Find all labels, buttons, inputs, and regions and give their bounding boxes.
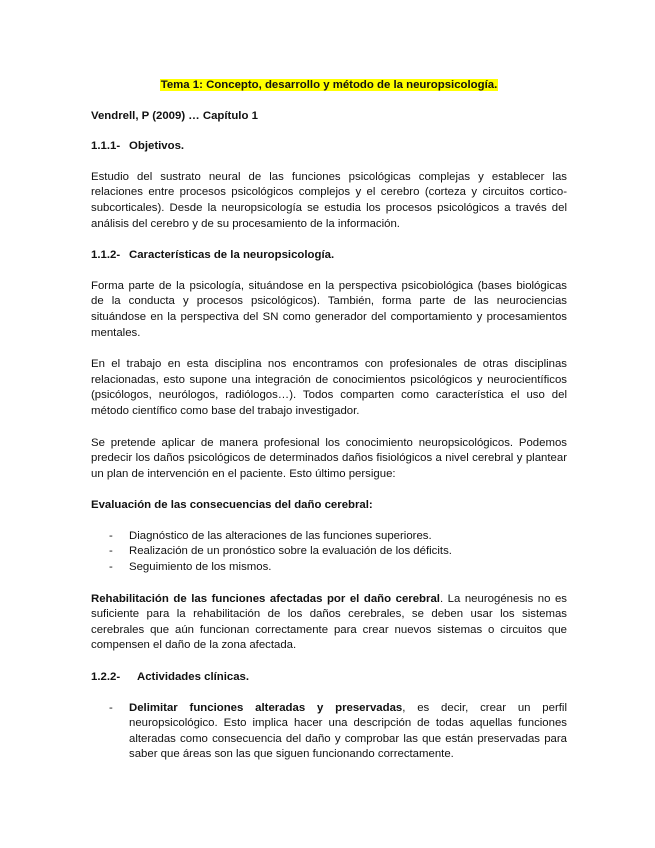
caracteristicas-paragraph-2: En el trabajo en esta disciplina nos encontramos con profesionales de otras disciplinas relacionadas, esto supone una integración de conocimientos psicológicos y neurocientíficos (psicólogos, neurólogos, radiólogos…). Todos comparten como característica el uso del método científico como base del trabajo investigador. bbox=[91, 358, 567, 417]
list-item-text: Diagnóstico de las alteraciones de las funciones superiores. bbox=[129, 529, 432, 542]
list-item bbox=[91, 529, 567, 545]
dash-marker: - bbox=[109, 545, 113, 558]
section-heading-actividades bbox=[91, 670, 567, 686]
actividades-item-text: , es decir, crear un perfil neuropsicológico. Esto implica hacer una descripción de todas aquellas funciones alteradas como consecuencia del daño y comprobar las que están preservadas para saber que áreas son las que siguen funcionando correctamente. bbox=[129, 701, 567, 761]
section-title: Actividades clínicas. bbox=[137, 671, 250, 684]
reference-line: Vendrell, P (2009) … Capítulo 1 bbox=[91, 109, 258, 122]
section-title: Características de la neuropsicología. bbox=[129, 249, 335, 262]
document-title: Tema 1: Concepto, desarrollo y método de la neuropsicología. bbox=[160, 79, 498, 91]
section-number: 1.1.2- bbox=[91, 249, 121, 262]
section-number: 1.1.1- bbox=[91, 140, 121, 153]
dash-marker: - bbox=[109, 561, 113, 574]
caracteristicas-paragraph-1: Forma parte de la psicología, situándose en la perspectiva psicobiológica (bases biológicas de la conducta y procesos psicológicos). También, forma parte de las neurociencias situándose en la perspectiva del SN como generador del comportamiento y procesamientos mentales. bbox=[91, 279, 567, 339]
caracteristicas-paragraph-3: Se pretende aplicar de manera profesional los conocimiento neuropsicológicos. Podemos predecir los daños psicológicos de determinados daños fisiológicos a nivel cerebral y plantear un plan de intervención en el paciente. Esto último persigue: bbox=[91, 436, 567, 480]
evaluation-heading: Evaluación de las consecuencias del daño cerebral: bbox=[91, 499, 373, 512]
dash-marker: - bbox=[109, 701, 113, 714]
list-item bbox=[91, 544, 567, 560]
objetivos-paragraph: Estudio del sustrato neural de las funciones psicológicas complejas y establecer las relaciones entre procesos psicológicos complejos y el cerebro (corteza y circuitos cortico-subcorticales). Desde la neuropsicología se estudia los procesos psicológicos a través del análisis del cerebro y de su procesamiento de la información. bbox=[91, 170, 567, 230]
dash-marker: - bbox=[109, 529, 113, 542]
list-item-text: Seguimiento de los mismos. bbox=[129, 561, 272, 574]
list-item bbox=[91, 560, 567, 576]
actividades-item-bold: Delimitar funciones alteradas y preservadas bbox=[129, 701, 403, 714]
section-heading-caracteristicas bbox=[91, 248, 567, 264]
list-item-text: Realización de un pronóstico sobre la evaluación de los déficits. bbox=[129, 545, 452, 558]
evaluation-list bbox=[91, 529, 567, 576]
actividades-list-item bbox=[91, 701, 567, 763]
rehabilitation-paragraph bbox=[91, 592, 567, 654]
rehabilitation-bold: Rehabilitación de las funciones afectadas por el daño cerebral bbox=[91, 592, 440, 605]
section-title: Objetivos. bbox=[129, 140, 185, 153]
section-number: 1.2.2- bbox=[91, 671, 121, 684]
document-content bbox=[91, 78, 567, 763]
section-heading-objetivos bbox=[91, 139, 567, 155]
title-block bbox=[91, 78, 567, 94]
rehabilitation-text: . La neurogénesis no es suficiente para la rehabilitación de los daños cerebrales, se deben usar los sistemas cerebrales que aún funcionan correctamente para crear nuevos sistemas o circuitos que compensen el daño de la zona afectada. bbox=[91, 592, 567, 652]
